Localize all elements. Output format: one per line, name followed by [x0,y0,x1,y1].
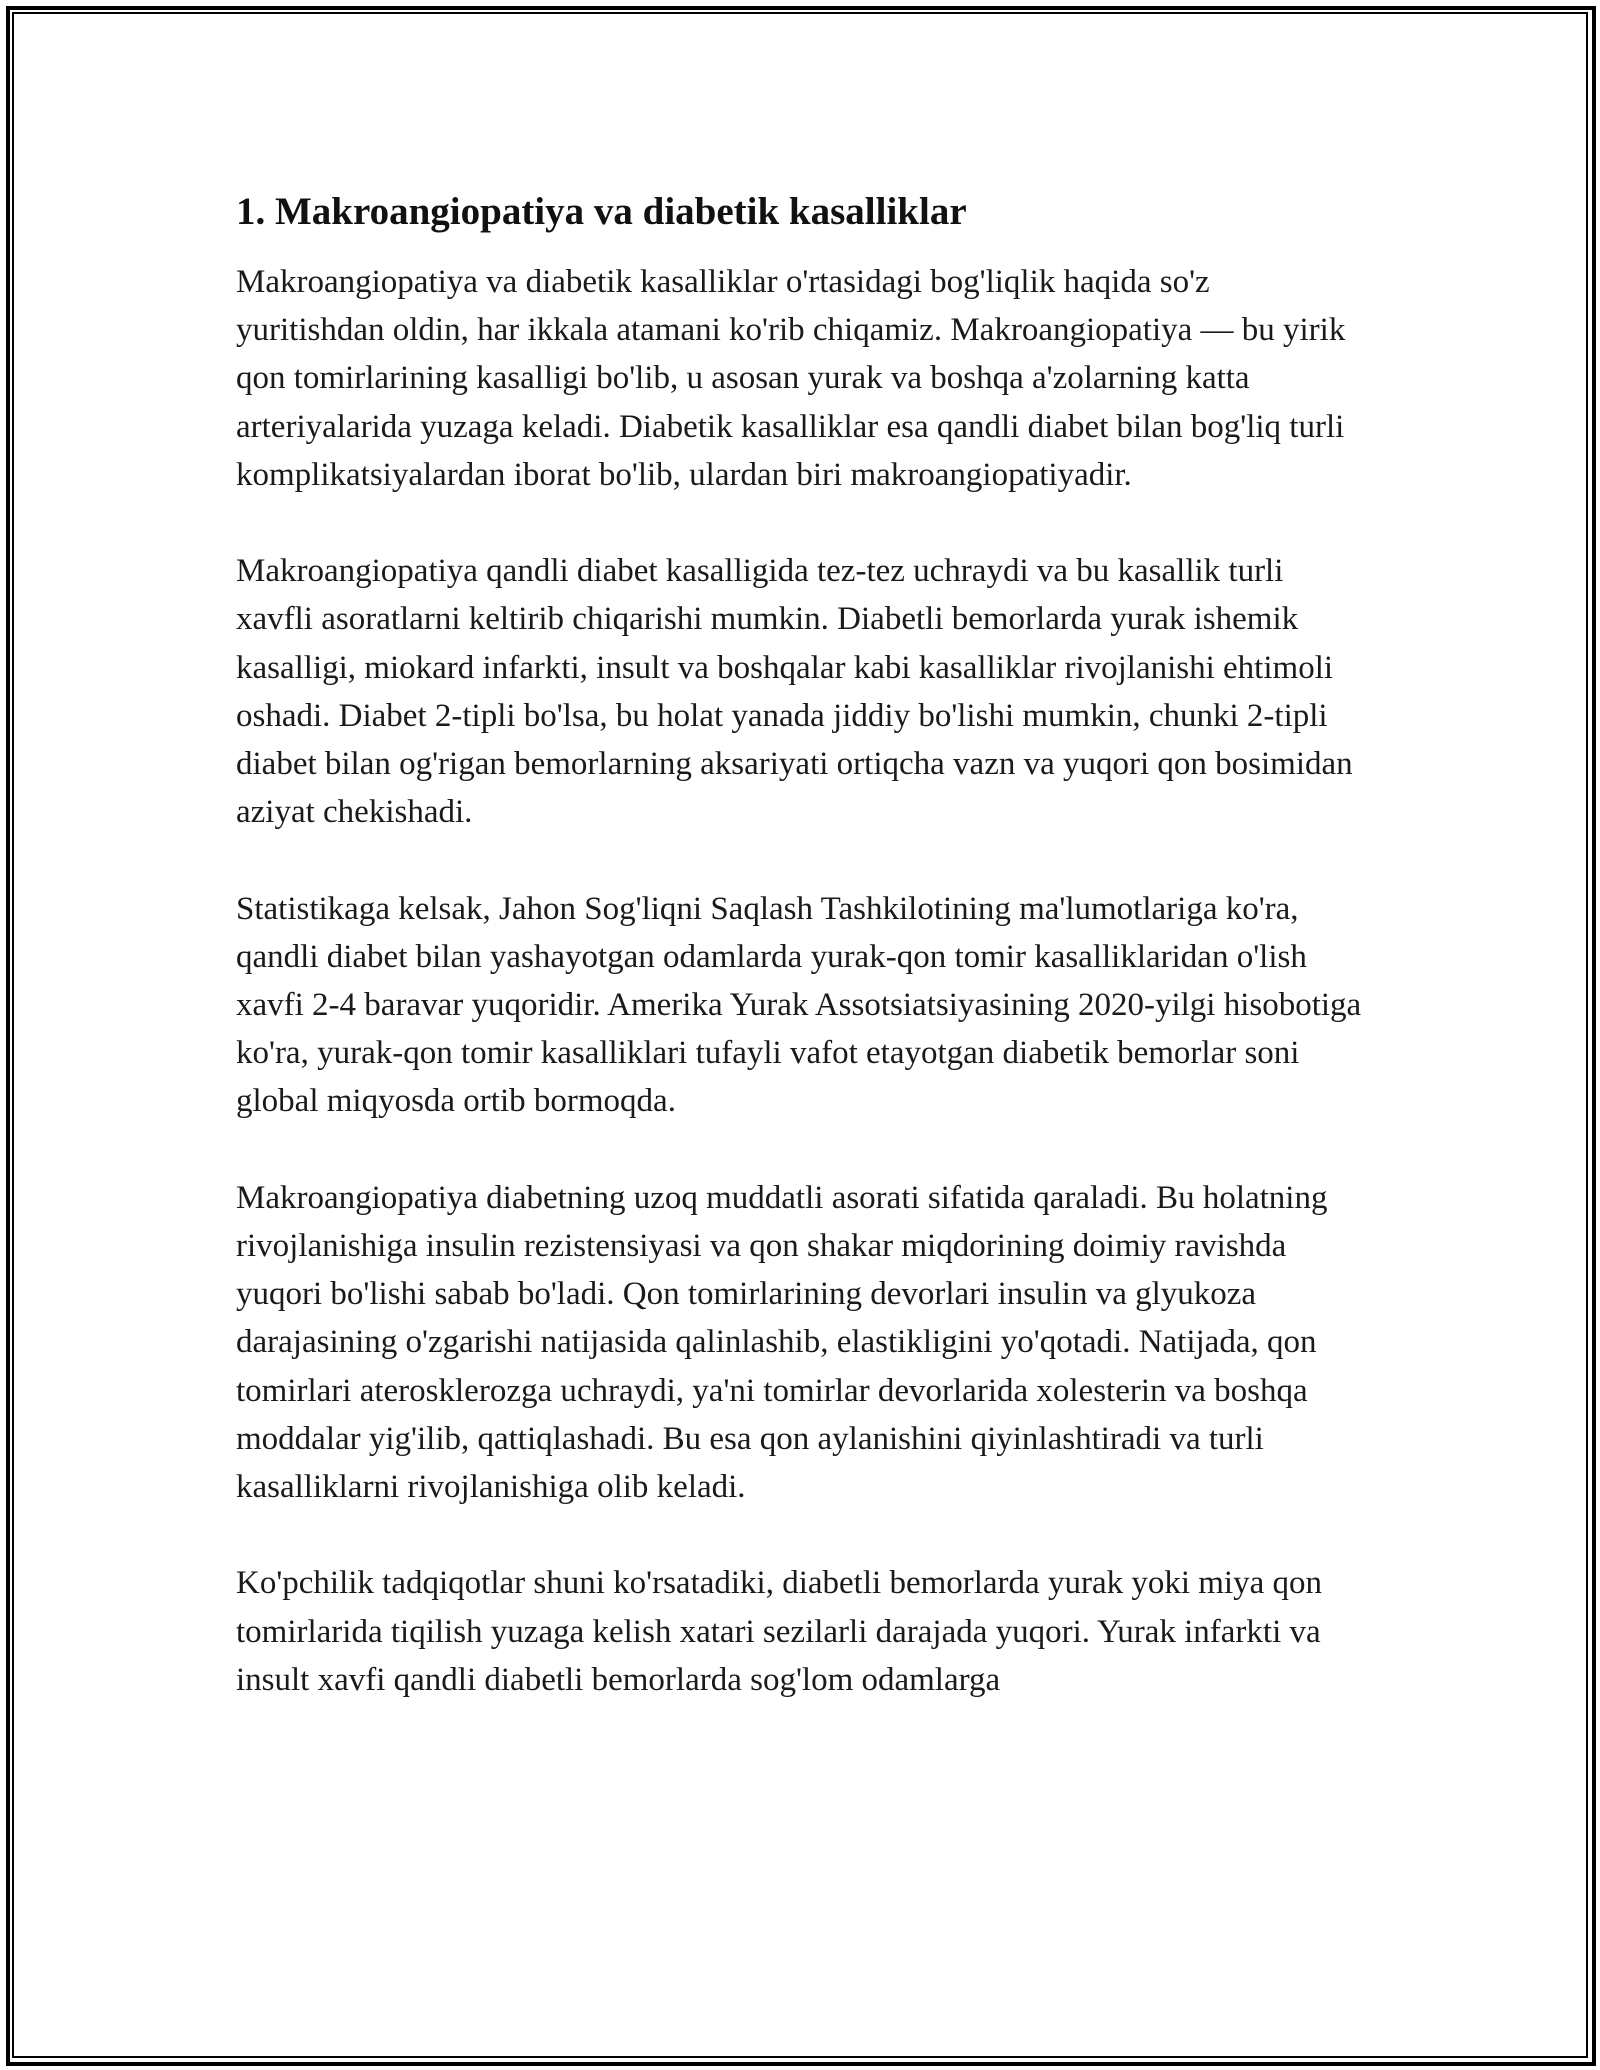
document-body [236,186,1366,1752]
paragraph-4: Makroangiopatiya diabetning uzoq muddatli asorati sifatida qaraladi. Bu holatning rivojlanishiga insulin rezistensiyasi va qon shakar miqdorining doimiy ravishda yuqori bo'lishi sabab bo'ladi. Qon tomirlarining devorlari insulin va glyukoza darajasining o'zgarishi natijasida qalinlashib, elastikligini yo'qotadi. Natijada, qon tomirlari aterosklerozga uchraydi, ya'ni tomirlar devorlarida xolesterin va boshqa moddalar yig'ilib, qattiqlashadi. Bu esa qon aylanishini qiyinlashtiradi va turli kasalliklarni rivojlanishiga olib keladi. [236,1179,1328,1506]
paragraph-1: Makroangiopatiya va diabetik kasalliklar o'rtasidagi bog'liqlik haqida so'z yuritishdan oldin, har ikkala atamani ko'rib chiqamiz. Makroangiopatiya — bu yirik qon tomirlarining kasalligi bo'lib, u asosan yurak va boshqa a'zolarning katta arteriyalarida yuzaga keladi. Diabetik kasalliklar esa qandli diabet bilan bog'liq turli komplikatsiyalardan iborat bo'lib, ulardan biri makroangiopatiyadir. [236,264,1346,493]
section-heading: 1. Makroangiopatiya va diabetik kasalliklar [236,190,967,233]
paragraph-5: Ko'pchilik tadqiqotlar shuni ko'rsatadiki, diabetli bemorlarda yurak yoki miya qon tomirlarida tiqilish yuzaga kelish xatari sezilarli darajada yuqori. Yurak infarkti va insult xavfi qandli diabetli bemorlarda sog'lom odamlarga [236,1565,1322,1698]
paragraph-3: Statistikaga kelsak, Jahon Sog'liqni Saqlash Tashkilotining ma'lumotlariga ko'ra, qandli diabet bilan yashayotgan odamlarda yurak-qon tomir kasalliklaridan o'lish xavfi 2-4 baravar yuqoridir. Amerika Yurak Assotsiatsiyasining 2020-yilgi hisobotiga ko'ra, yurak-qon tomir kasalliklari tufayli vafot etayotgan diabetik bemorlar soni global miqyosda ortib bormoqda. [236,890,1362,1120]
paragraph-2: Makroangiopatiya qandli diabet kasalligida tez-tez uchraydi va bu kasallik turli xavfli asoratlarni keltirib chiqarishi mumkin. Diabetli bemorlarda yurak ishemik kasalligi, miokard infarkti, insult va boshqalar kabi kasalliklar rivojlanishi ehtimoli oshadi. Diabet 2-tipli bo'lsa, bu holat yanada jiddiy bo'lishi mumkin, chunki 2-tipli diabet bilan og'rigan bemorlarning aksariyati ortiqcha vazn va yuqori qon bosimidan aziyat chekishadi. [236,553,1353,831]
